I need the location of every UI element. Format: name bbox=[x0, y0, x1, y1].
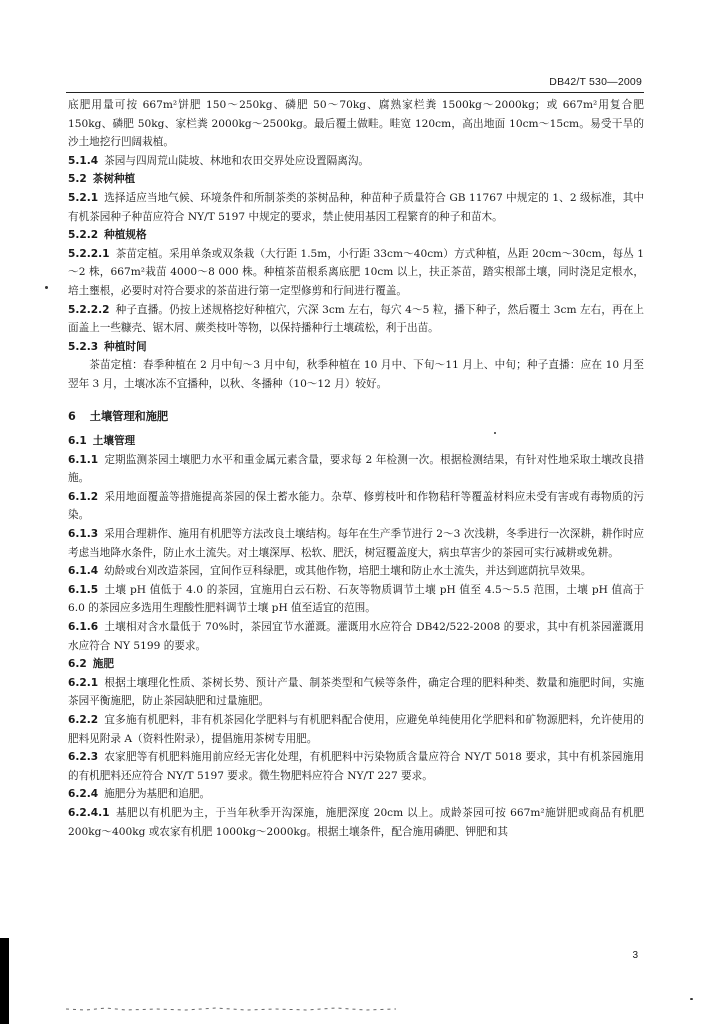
clause-text: 茶苗定植。采用单条或双条栽（大行距 1.5m，小行距 33cm～40cm）方式种植，丛距 20cm～30cm，每丛 1～2 株，667m²栽苗 4000～8 000 株。种植茶苗根系离底肥 10cm 以上，扶正茶苗，踏实根部土壤，同时浇足定根水，培土壅根，必要时对符合要求的茶苗进行第一定型修剪和行间进行覆盖。 bbox=[68, 247, 644, 297]
clause-text: 茶园与四周荒山陡坡、林地和农田交界处应设置隔离沟。 bbox=[104, 154, 370, 167]
scan-noise bbox=[66, 1004, 396, 1014]
clause-number: 6.1.3 bbox=[68, 528, 99, 541]
clause-item bbox=[68, 189, 644, 226]
clause-number: 5.2.2 bbox=[68, 229, 99, 242]
clause-text: 宜多施有机肥料，非有机茶园化学肥料与有机肥料配合使用，应避免单纯使用化学肥料和矿物源肥料，允许使用的肥料见附录 A（资料性附录），提倡施用茶树专用肥。 bbox=[68, 714, 644, 745]
clause-number: 5.2.2.1 bbox=[68, 247, 110, 260]
clause-text: 土壤相对含水量低于 70%时，茶园宜节水灌溉。灌溉用水应符合 DB42/522-2008 的要求，其中有机茶园灌溉用水应符合 NY 5199 的要求。 bbox=[68, 621, 644, 652]
clause-number: 5.2.3 bbox=[68, 340, 99, 353]
subsection-heading bbox=[68, 655, 644, 674]
clause-number: 6.1 bbox=[68, 435, 87, 448]
clause-text: 土壤 pH 值低于 4.0 的茶园，宜施用白云石粉、石灰等物质调节土壤 pH 值至 4.5～5.5 范围，土壤 pH 值高于 6.0 的茶园应多选用生理酸性肥料调节土壤 pH 值至适宜的范围。 bbox=[68, 583, 644, 615]
scan-speck bbox=[494, 432, 496, 434]
clause-number: 5.1.4 bbox=[68, 154, 99, 167]
clause-number: 5.2.1 bbox=[68, 191, 99, 204]
clause-number: 5.2 bbox=[68, 173, 87, 186]
clause-heading bbox=[68, 338, 644, 357]
clause-text: 施肥 bbox=[92, 658, 114, 671]
clause-text: 农家肥等有机肥料施用前应经无害化处理，有机肥料中污染物质含量应符合 NY/T 5018 要求，其中有机茶园施用的有机肥料还应符合 NY/T 5197 要求。微生物肥料应符合 NY/T 227 要求。 bbox=[68, 751, 644, 782]
clause-text: 种子直播。仍按上述规格挖好种植穴，穴深 3cm 左右，每穴 4～5 粒，播下种子，然后覆土 3cm 左右，再在上面盖上一些糠壳、锯木屑、蕨类枝叶等物，以保持播种行土壤疏松，利于出苗。 bbox=[68, 303, 644, 335]
clause-number: 6.1.5 bbox=[68, 583, 99, 596]
clause-item bbox=[68, 525, 644, 562]
subsection-heading bbox=[68, 432, 644, 451]
clause-number: 6.2.4.1 bbox=[68, 806, 110, 819]
clause-text: 土壤管理和施肥 bbox=[89, 409, 169, 423]
clause-text: 选择适应当地气候、环境条件和所制茶类的茶树品种，种苗种子质量符合 GB 11767 中规定的 1、2 级标准，其中有机茶园种子种苗应符合 NY/T 5197 中规定的要求，禁止使用基因工程繁育的种子和苗木。 bbox=[68, 191, 644, 223]
clause-text: 定期监测茶园土壤肥力水平和重金属元素含量，要求每 2 年检测一次。根据检测结果，有针对性地采取土壤改良措施。 bbox=[68, 453, 644, 485]
clause-number: 6.2.3 bbox=[68, 751, 99, 764]
document-body bbox=[68, 96, 644, 841]
paragraph: 底肥用量可按 667m²饼肥 150～250kg、磷肥 50～70kg、腐熟家栏粪 1500kg～2000kg；或 667m²用复合肥 150kg、磷肥 50kg、家栏粪 2000kg～2500kg。最后覆土做畦。畦宽 120cm，高出地面 10cm～15cm。易受干旱的沙土地挖行凹阔栽植。 bbox=[68, 99, 644, 149]
clause-item bbox=[68, 562, 644, 581]
clause-item bbox=[68, 674, 644, 711]
clause-item bbox=[68, 301, 644, 338]
clause-item bbox=[68, 748, 644, 785]
clause-number: 6.2.2 bbox=[68, 714, 99, 726]
scan-speck bbox=[45, 286, 48, 289]
clause-item bbox=[68, 488, 644, 525]
page-number: 3 bbox=[632, 950, 638, 961]
standard-code: DB42/T 530—2009 bbox=[549, 76, 642, 88]
clause-text: 采用合理耕作、施用有机肥等方法改良土壤结构。每年在生产季节进行 2～3 次浅耕，冬季进行一次深耕，耕作时应考虑当地降水条件，防止水土流失。对土壤深厚、松软、肥沃，树冠覆盖度大，病虫草害少的茶园可实行减耕或免耕。 bbox=[68, 528, 644, 559]
clause-number: 6.1.4 bbox=[68, 565, 99, 578]
clause-number: 6.2.1 bbox=[68, 676, 99, 689]
header-rule bbox=[66, 92, 644, 93]
clause-number: 6.2 bbox=[68, 658, 87, 671]
clause-item bbox=[68, 618, 644, 655]
section-heading bbox=[68, 408, 644, 427]
clause-number: 6.1.2 bbox=[68, 490, 99, 503]
subsection-heading bbox=[68, 170, 644, 189]
clause-number: 6.1.1 bbox=[68, 453, 99, 466]
paragraph: 茶苗定植：春季种植在 2 月中旬～3 月中旬，秋季种植在 10 月中、下旬～11 月上、中旬；种子直播：应在 10 月至翌年 3 月，土壤冰冻不宜播种，以秋、冬播种（10～12 月）较好。 bbox=[68, 359, 644, 390]
clause-number: 6 bbox=[68, 409, 76, 423]
clause-text: 种植规格 bbox=[104, 229, 147, 242]
clause-item bbox=[68, 451, 644, 488]
clause-number: 6.2.4 bbox=[68, 788, 99, 801]
clause-item bbox=[68, 245, 644, 301]
clause-text: 根据土壤理化性质、茶树长势、预计产量、制茶类型和气候等条件，确定合理的肥料种类、数量和施肥时间，实施茶园平衡施肥，防止茶园缺肥和过量施肥。 bbox=[68, 676, 644, 708]
scan-speck bbox=[690, 998, 693, 1000]
clause-text: 土壤管理 bbox=[92, 435, 136, 448]
clause-text: 种植时间 bbox=[104, 340, 147, 353]
clause-text: 采用地面覆盖等措施提高茶园的保土蓄水能力。杂草、修剪枝叶和作物秸秆等覆盖材料应未受有害或有毒物质的污染。 bbox=[68, 490, 644, 522]
scan-edge-bar bbox=[0, 938, 9, 1024]
clause-number: 5.2.2.2 bbox=[68, 303, 110, 316]
clause-text: 施肥分为基肥和追肥。 bbox=[104, 788, 211, 801]
clause-text: 基肥以有机肥为主，于当年秋季开沟深施，施肥深度 20cm 以上。成龄茶园可按 667m²施饼肥或商品有机肥 200kg～400kg 或农家有机肥 1000kg～2000kg。根据土壤条件，配合施用磷肥、钾肥和其 bbox=[68, 806, 644, 838]
clause-item bbox=[68, 785, 644, 804]
clause-item bbox=[68, 804, 644, 841]
clause-number: 6.1.6 bbox=[68, 621, 99, 634]
clause-text: 幼龄或台刈改造茶园，宜间作豆科绿肥，或其他作物，培肥土壤和防止水土流失，并达到遮荫抗旱效果。 bbox=[104, 565, 592, 578]
clause-item bbox=[68, 152, 644, 171]
clause-item bbox=[68, 581, 644, 618]
clause-item bbox=[68, 711, 644, 748]
clause-heading bbox=[68, 226, 644, 245]
clause-text: 茶树种植 bbox=[92, 173, 136, 186]
